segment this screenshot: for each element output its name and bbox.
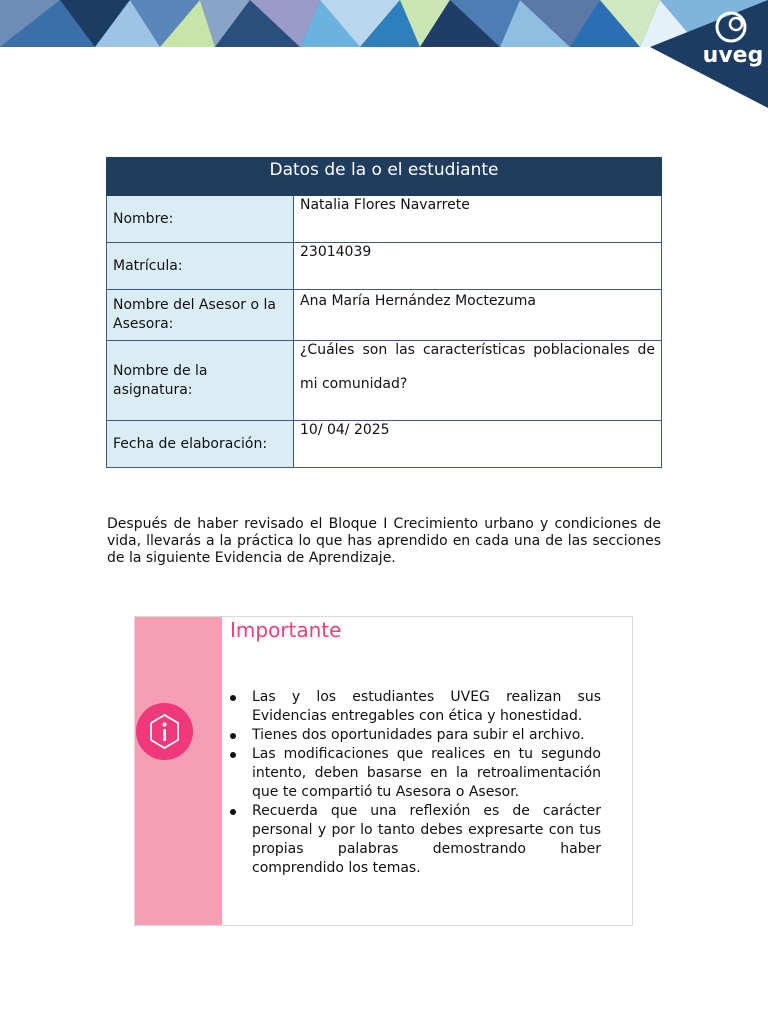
label-asesor: Nombre del Asesor o la Asesora: <box>107 290 294 341</box>
table-row-fecha <box>107 421 662 468</box>
table-row-matricula <box>107 243 662 290</box>
label-matricula: Matrícula: <box>107 243 294 290</box>
intro-paragraph: Después de haber revisado el Bloque I Crecimiento urbano y condiciones de vida, llevarás a la práctica lo que has aprendido en cada una de las secciones de la siguiente Evidencia de Aprendizaje. <box>107 516 661 566</box>
info-icon <box>136 703 193 760</box>
value-matricula: 23014039 <box>294 243 662 290</box>
importante-list <box>229 688 601 878</box>
callout-sidebar <box>135 617 222 925</box>
list-item: Las modificaciones que realices en tu segundo intento, deben basarse en la retroalimentación que te compartió tu Asesora o Asesor. <box>229 745 601 802</box>
header-banner <box>0 0 768 110</box>
list-item: Recuerda que una reflexión es de carácter personal y por lo tanto debes expresarte con tus propias palabras demostrando haber comprendido los temas. <box>229 802 601 878</box>
value-asignatura <box>294 341 662 421</box>
list-item: Tienes dos oportunidades para subir el archivo. <box>229 726 601 745</box>
label-asignatura: Nombre de la asignatura: <box>107 341 294 421</box>
label-nombre: Nombre: <box>107 196 294 243</box>
label-fecha: Fecha de elaboración: <box>107 421 294 468</box>
banner-graphic <box>0 0 768 110</box>
table-row-asignatura <box>107 341 662 421</box>
value-asesor-text: Ana María Hernández Moctezuma <box>300 293 536 309</box>
importante-title: Importante <box>230 618 342 642</box>
table-row-nombre <box>107 196 662 243</box>
value-fecha: 10/ 04/ 2025 <box>294 421 662 468</box>
value-asignatura-text: ¿Cuáles son las características poblacionales de mi comunidad? <box>300 342 655 392</box>
list-item: Las y los estudiantes UVEG realizan sus Evidencias entregables con ética y honestidad. <box>229 688 601 726</box>
value-nombre: Natalia Flores Navarrete <box>294 196 662 243</box>
uveg-logo-text: uveg <box>702 43 764 68</box>
importante-callout <box>134 616 633 926</box>
info-icon-graphic <box>136 703 193 760</box>
table-title: Datos de la o el estudiante <box>107 158 662 196</box>
student-data-table <box>106 157 662 468</box>
